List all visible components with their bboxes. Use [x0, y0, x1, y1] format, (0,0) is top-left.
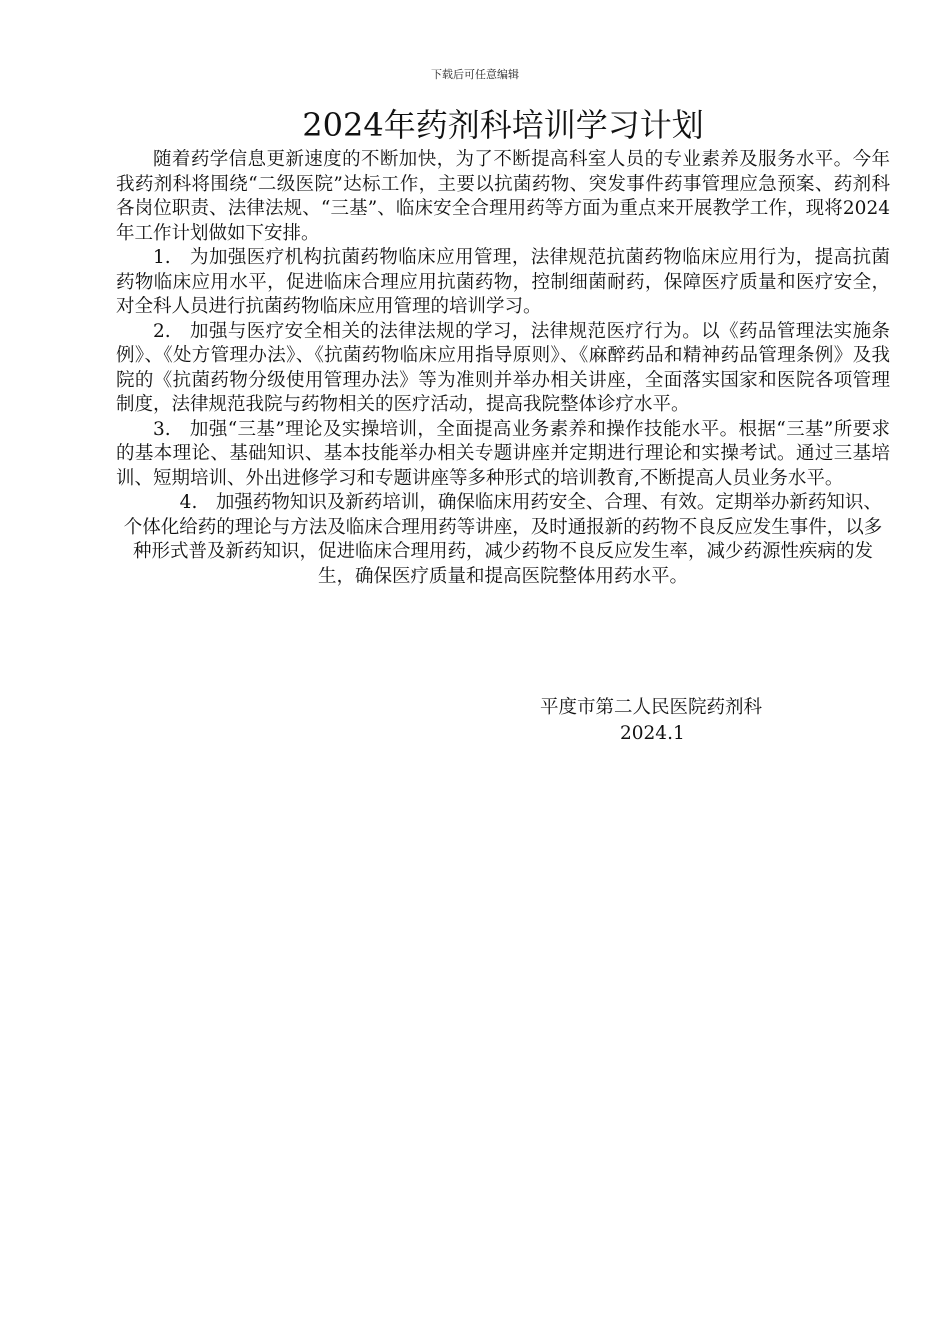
paragraph-item-2: 2. 加强与医疗安全相关的法律法规的学习，法律规范医疗行为。以《药品管理法实施条例》、《处方管理办法》、《抗菌药物临床应用指导原则》、《麻醉药品和精神药品管理条例》及我院的《抗菌药物分级使用管理办法》等为准则并举办相关讲座，全面落实国家和医院各项管理制度，法律规范我院与药物相关的医疗活动，提高我院整体诊疗水平。 — [116, 320, 890, 415]
signature-date: 2024.1 — [620, 723, 685, 744]
header-note: 下载后可任意编辑 — [431, 68, 519, 81]
signature-organization: 平度市第二人民医院药剂科 — [540, 697, 763, 718]
paragraph-intro: 随着药学信息更新速度的不断加快，为了不断提高科室人员的专业素养及服务水平。今年我药剂科将围绕“二级医院”达标工作，主要以抗菌药物、突发事件药事管理应急预案、药剂科各岗位职责、法律法规、“三基”、临床安全合理用药等方面为重点来开展教学工作，现将2024年工作计划做如下安排。 — [116, 149, 890, 244]
document-body — [116, 148, 890, 589]
paragraph-item-3: 3. 加强“三基”理论及实操培训，全面提高业务素养和操作技能水平。根据“三基”所要求的基本理论、基础知识、基本技能举办相关专题讲座并定期进行理论和实操考试。通过三基培训、短期培训、外出进修学习和专题讲座等多种形式的培训教育,不断提高人员业务水平。 — [116, 418, 890, 489]
paragraph-item-4: 4. 加强药物知识及新药培训，确保临床用药安全、合理、有效。定期举办新药知识、个体化给药的理论与方法及临床合理用药等讲座，及时通报新的药物不良反应发生事件，以多种形式普及新药知识，促进临床合理用药，减少药物不良反应发生率，减少药源性疾病的发生，确保医疗质量和提高医院整体用药水平。 — [123, 492, 883, 587]
paragraph-item-1: 1. 为加强医疗机构抗菌药物临床应用管理，法律规范抗菌药物临床应用行为，提高抗菌药物临床应用水平，促进临床合理应用抗菌药物，控制细菌耐药，保障医疗质量和医疗安全，对全科人员进行抗菌药物临床应用管理的培训学习。 — [116, 247, 890, 317]
document-title: 2024年药剂科培训学习计划 — [302, 106, 704, 144]
